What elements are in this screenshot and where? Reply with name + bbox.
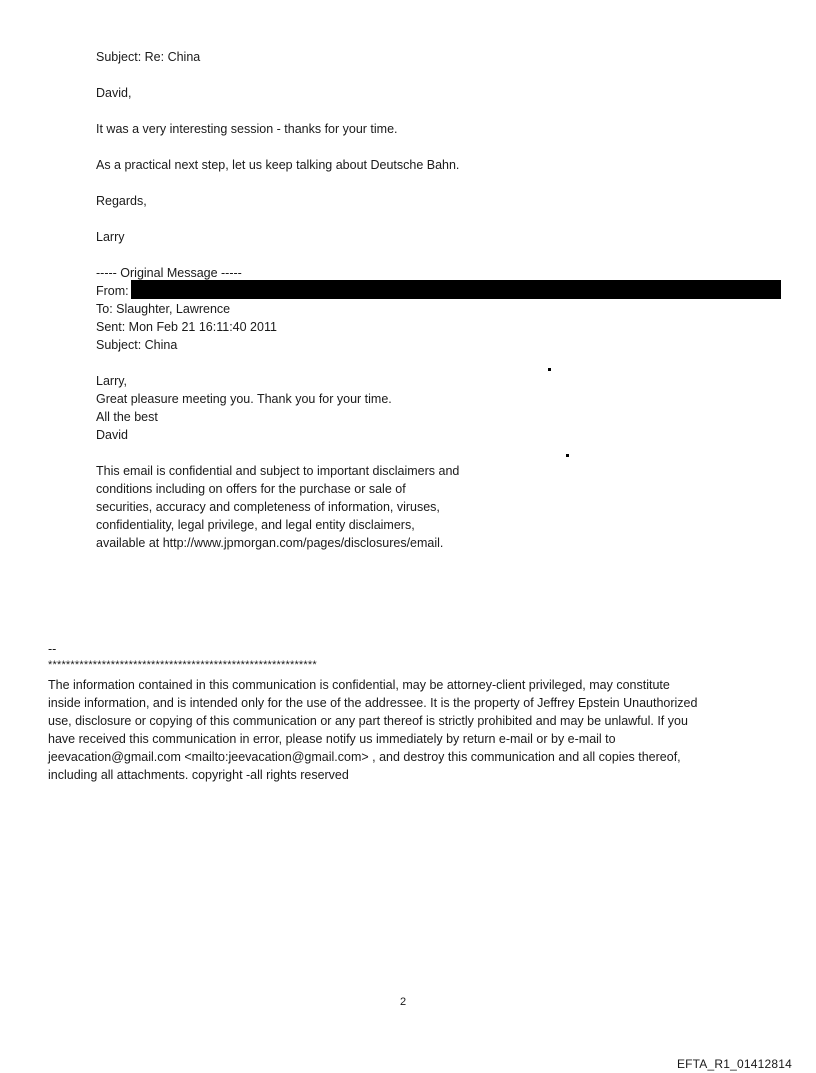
disclaimer-line: available at http://www.jpmorgan.com/pages/disclosures/email. xyxy=(96,536,444,550)
document-id: EFTA_R1_01412814 xyxy=(676,1057,792,1071)
scan-speck xyxy=(566,454,569,457)
original-to: To: Slaughter, Lawrence xyxy=(96,302,231,316)
notice-dashes: -- xyxy=(48,642,57,656)
notice-line: jeevacation@gmail.com <mailto:jeevacation@gmail.com> , and destroy this communication and all copies thereof, xyxy=(48,750,681,764)
original-body-1: Great pleasure meeting you. Thank you for your time. xyxy=(96,392,392,406)
reply-line-1: It was a very interesting session - thanks for your time. xyxy=(96,122,398,136)
notice-line: including all attachments. copyright -all rights reserved xyxy=(48,768,349,782)
reply-closing: Regards, xyxy=(96,194,147,208)
original-sent: Sent: Mon Feb 21 16:11:40 2011 xyxy=(96,320,277,334)
original-body-2: All the best xyxy=(96,410,158,424)
disclaimer-line: This email is confidential and subject to important disclaimers and xyxy=(96,464,460,478)
scan-speck xyxy=(548,368,551,371)
reply-line-2: As a practical next step, let us keep talking about Deutsche Bahn. xyxy=(96,158,460,172)
disclaimer-line: securities, accuracy and completeness of information, viruses, xyxy=(96,500,440,514)
notice-stars: ************************************************************ xyxy=(48,659,317,671)
notice-line: use, disclosure or copying of this communication or any part thereof is strictly prohibited and may be unlawful. If you xyxy=(48,714,688,728)
disclaimer-line: confidentiality, legal privilege, and legal entity disclaimers, xyxy=(96,518,415,532)
notice-line: The information contained in this communication is confidential, may be attorney-client privileged, may constitute xyxy=(48,678,670,692)
notice-line: have received this communication in error, please notify us immediately by return e-mail or by e-mail to xyxy=(48,732,616,746)
reply-greeting: David, xyxy=(96,86,132,100)
disclaimer-line: conditions including on offers for the purchase or sale of xyxy=(96,482,406,496)
notice-line: inside information, and is intended only for the use of the addressee. It is the property of Jeffrey Epstein Unauthorized xyxy=(48,696,698,710)
original-separator: ----- Original Message ----- xyxy=(96,266,242,280)
redaction-bar xyxy=(131,280,781,299)
original-subject: Subject: China xyxy=(96,338,178,352)
reply-subject: Subject: Re: China xyxy=(96,50,201,64)
original-signature: David xyxy=(96,428,128,442)
original-greeting: Larry, xyxy=(96,374,128,388)
page-number: 2 xyxy=(400,996,407,1008)
original-from-label: From: xyxy=(96,284,129,298)
reply-signature: Larry xyxy=(96,230,125,244)
